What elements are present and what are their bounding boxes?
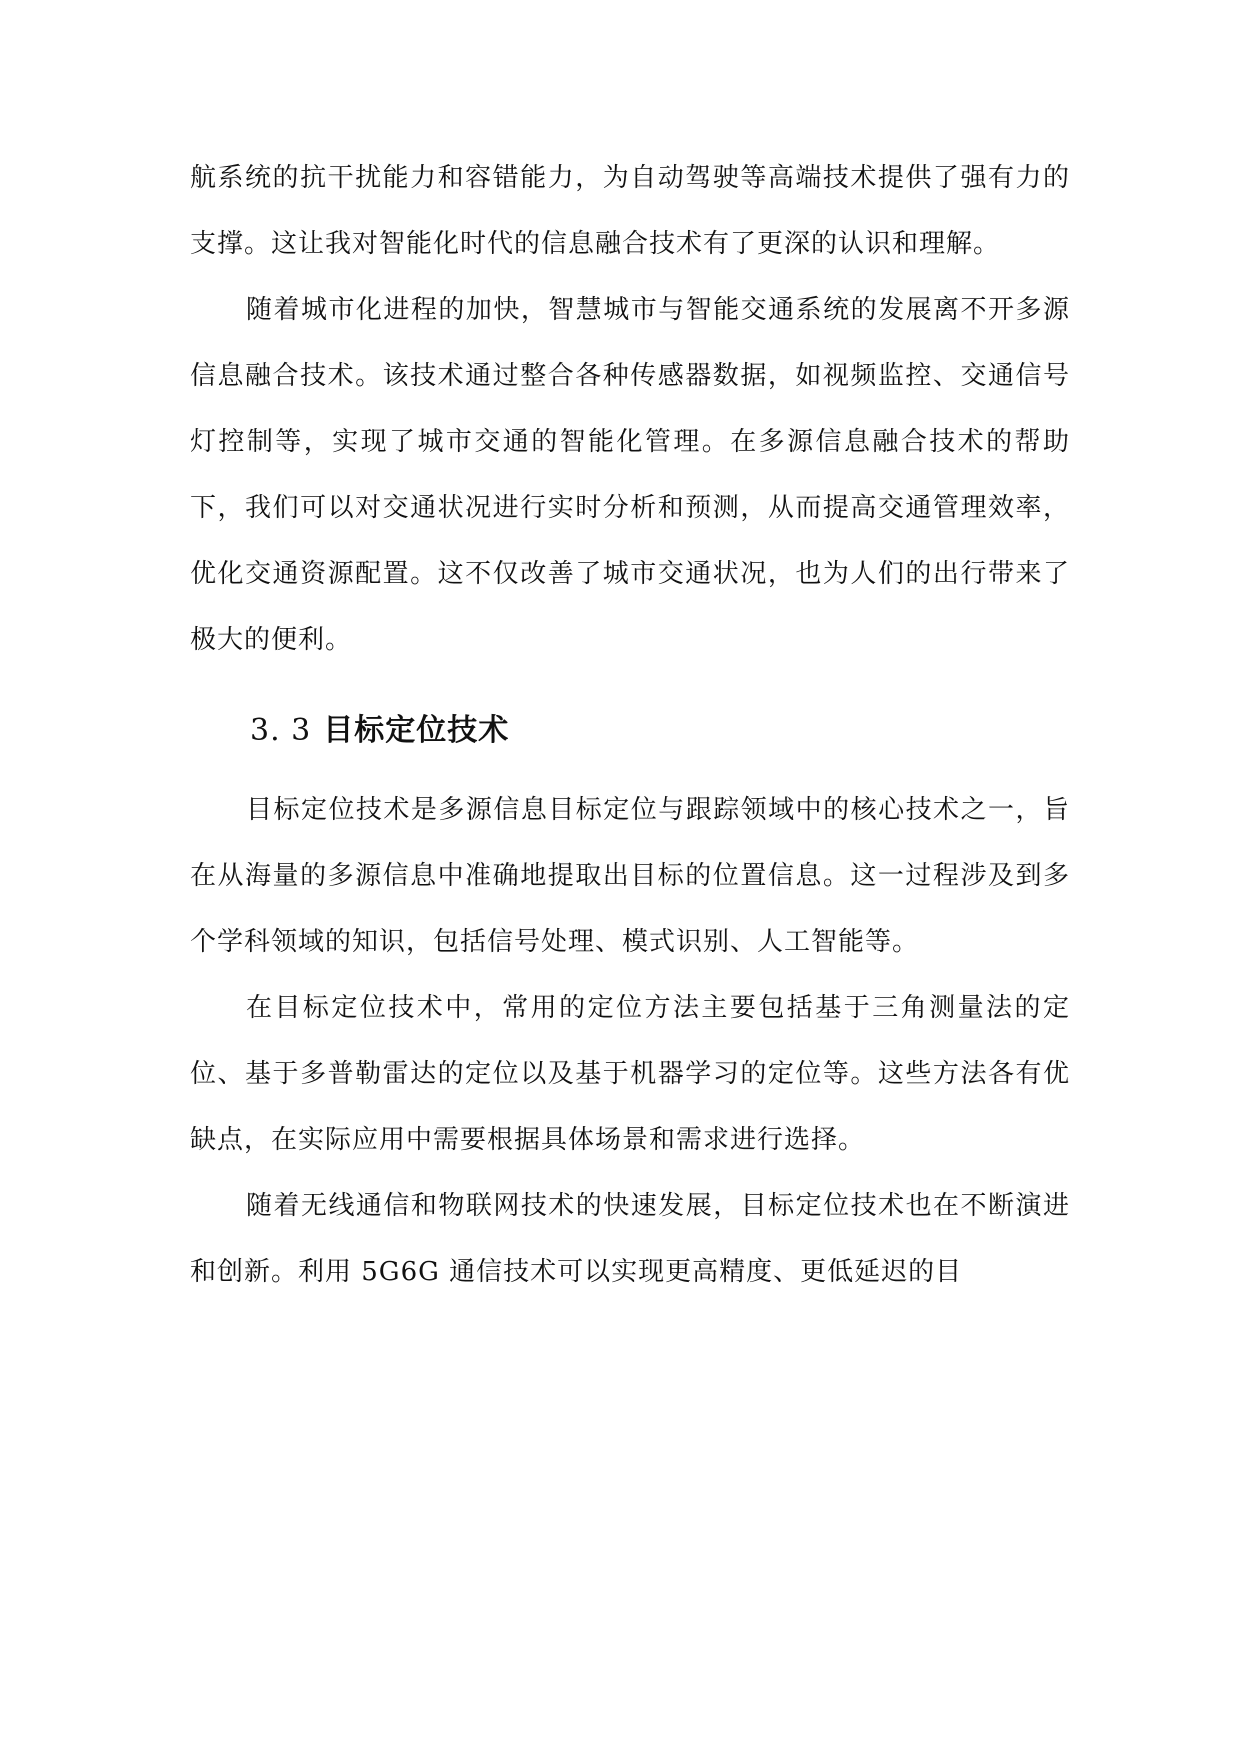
paragraph-smart-city: 随着城市化进程的加快，智慧城市与智能交通系统的发展离不开多源信息融合技术。该技术通过整合各种传感器数据，如视频监控、交通信号灯控制等，实现了城市交通的智能化管理。在多源信息融合技术的帮助下，我们可以对交通状况进行实时分析和预测，从而提高交通管理效率，优化交通资源配置。这不仅改善了城市交通状况，也为人们的出行带来了极大的便利。 (190, 295, 1070, 655)
section-heading (250, 703, 1070, 759)
document-body (190, 145, 1070, 1305)
paragraph-continued: 航系统的抗干扰能力和容错能力，为自动驾驶等高端技术提供了强有力的支撑。这让我对智能化时代的信息融合技术有了更深的认识和理解。 (190, 163, 1070, 259)
section-title: 目标定位技术 (323, 713, 510, 748)
paragraph-positioning-methods: 在目标定位技术中，常用的定位方法主要包括基于三角测量法的定位、基于多普勒雷达的定位以及基于机器学习的定位等。这些方法各有优缺点，在实际应用中需要根据具体场景和需求进行选择。 (190, 993, 1070, 1155)
paragraph-wireless-iot: 随着无线通信和物联网技术的快速发展，目标定位技术也在不断演进和创新。利用 5G6G 通信技术可以实现更高精度、更低延迟的目 (190, 1191, 1070, 1287)
paragraph-target-positioning-intro: 目标定位技术是多源信息目标定位与跟踪领域中的核心技术之一，旨在从海量的多源信息中准确地提取出目标的位置信息。这一过程涉及到多个学科领域的知识，包括信号处理、模式识别、人工智能等。 (190, 795, 1070, 957)
section-number: 3. 3 (250, 713, 312, 748)
